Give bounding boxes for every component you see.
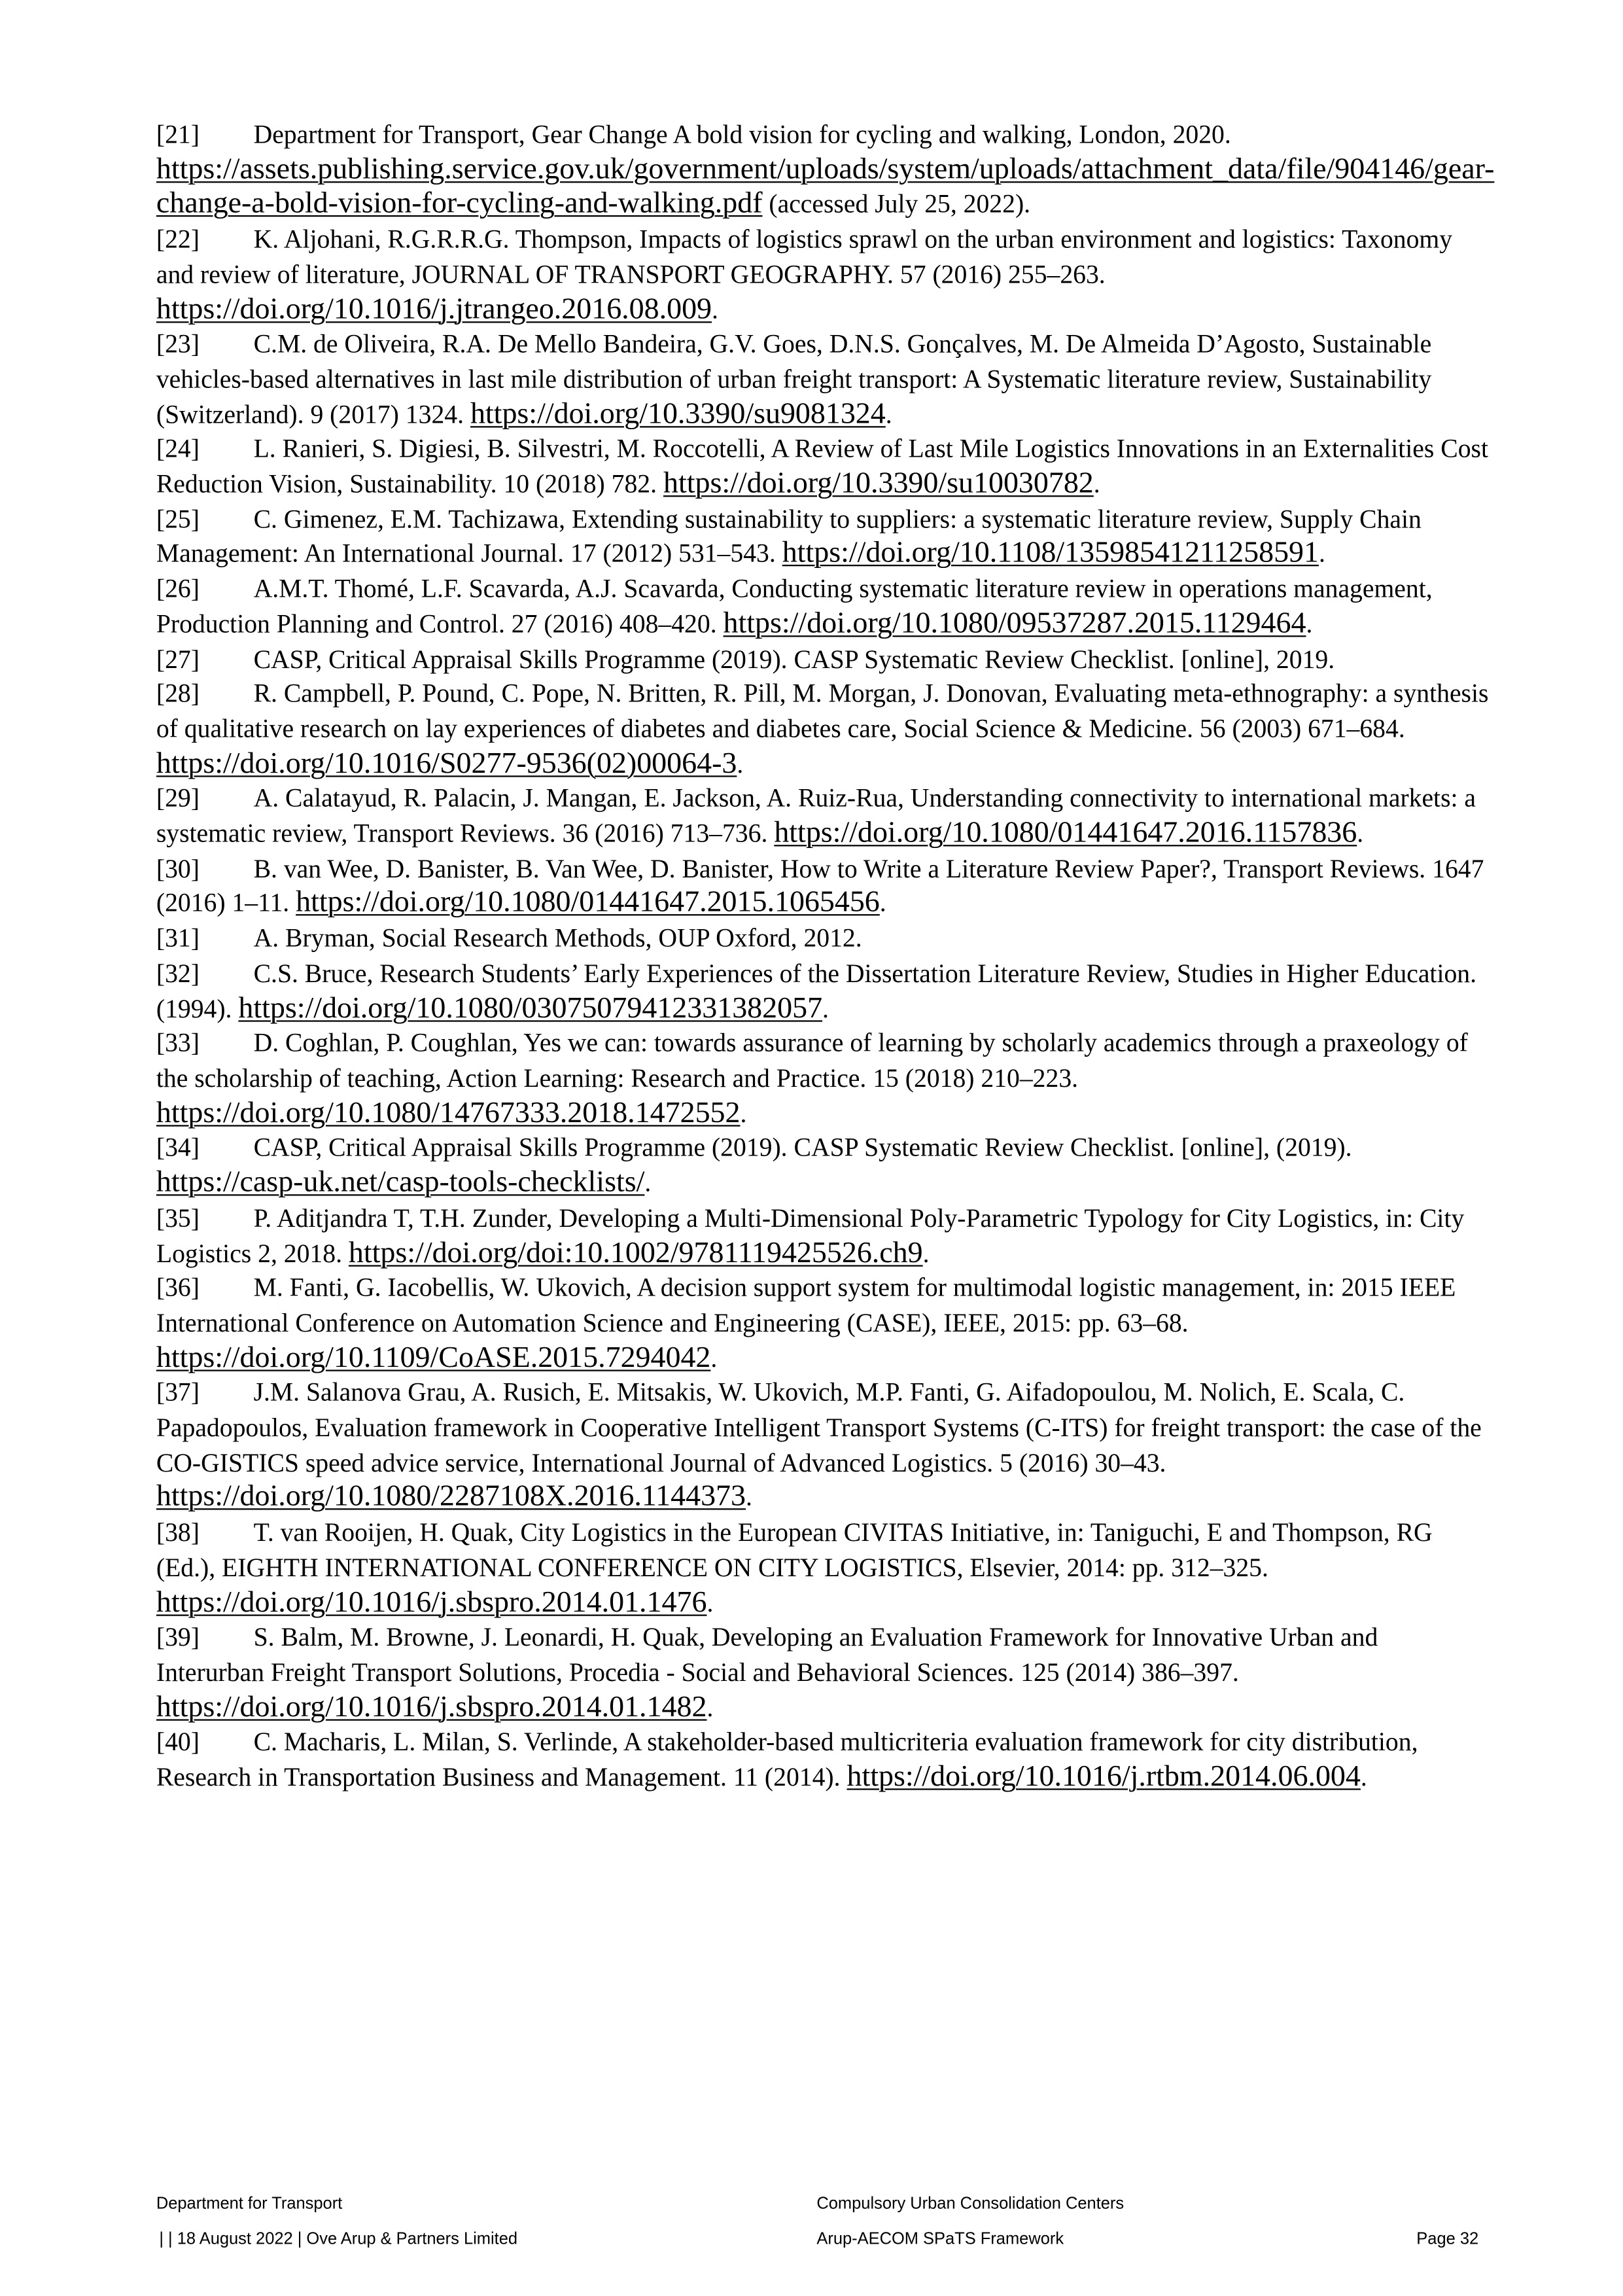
reference-entry [156, 852, 1489, 922]
reference-entry [156, 118, 1495, 222]
reference-text: A.M.T. Thomé, L.F. Scavarda, A.J. Scavarda, Conducting systematic literature review in operations management, Production Planning and Control. 27 (2016) 408–420. [156, 573, 1433, 639]
reference-number: [32] [156, 958, 200, 988]
reference-number: [24] [156, 434, 200, 464]
reference-text: CASP, Critical Appraisal Skills Programme (2019). CASP Systematic Review Checklist. [online], (2019). [253, 1133, 1352, 1163]
reference-number: [27] [156, 643, 200, 673]
reference-suffix: . [712, 294, 718, 324]
reference-number: [29] [156, 783, 200, 813]
reference-text: A. Calatayud, R. Palacin, J. Mangan, E. Jackson, A. Ruiz-Rua, Understanding connectivity to international markets: a systematic review, Transport Reviews. 36 (2016) 713–736. [156, 783, 1476, 848]
reference-entry [156, 957, 1489, 1027]
reference-number: [39] [156, 1622, 200, 1652]
reference-number: [28] [156, 679, 200, 709]
reference-suffix: . [737, 748, 744, 779]
reference-entry [156, 1027, 1489, 1131]
reference-text: J.M. Salanova Grau, A. Rusich, E. Mitsakis, W. Ukovich, M.P. Fanti, G. Aifadopoulou, M. Nolich, E. Scala, C. Papadopoulos, Evaluation framework in Cooperative Intelligent Transport Systems (C-ITS) for freight transport: the case of the CO-GISTICS speed advice service, International Journal of Advanced Logistics. 5 (2016) 30–43. [156, 1377, 1482, 1477]
reference-suffix: . [707, 1587, 714, 1617]
reference-entry [156, 677, 1489, 782]
reference-suffix: . [707, 1692, 714, 1722]
reference-entry [156, 782, 1489, 852]
reference-text: CASP, Critical Appraisal Skills Programme (2019). CASP Systematic Review Checklist. [online], 2019. [253, 643, 1335, 673]
reference-link[interactable]: https://doi.org/10.1080/03075079412331382057 [238, 991, 823, 1025]
reference-entry [156, 223, 1489, 328]
reference-number: [35] [156, 1203, 200, 1233]
reference-suffix: (accessed July 25, 2022). [762, 189, 1031, 219]
reference-suffix: . [1357, 818, 1364, 848]
reference-number: [38] [156, 1517, 200, 1547]
reference-text: P. Aditjandra T, T.H. Zunder, Developing a Multi-Dimensional Poly-Parametric Typology for City Logistics, in: City Logistics 2, 2018. [156, 1203, 1465, 1267]
reference-number: [34] [156, 1133, 200, 1163]
reference-suffix: . [1093, 468, 1100, 499]
reference-text: C. Macharis, L. Milan, S. Verlinde, A stakeholder-based multicriteria evaluation framework for city distribution, Research in Transportation Business and Management. 11 (2014). [156, 1727, 1418, 1792]
reference-suffix: . [885, 398, 892, 429]
reference-link[interactable]: https://doi.org/doi:10.1002/9781119425526.ch9 [348, 1236, 923, 1269]
reference-number: [23] [156, 329, 200, 359]
reference-text: C.S. Bruce, Research Students’ Early Experiences of the Dissertation Literature Review, Studies in Higher Education. (1994). [156, 958, 1477, 1023]
reference-entry [156, 1725, 1489, 1795]
reference-text: K. Aljohani, R.G.R.R.G. Thompson, Impacts of logistics sprawl on the urban environment and logistics: Taxonomy and review of literature, JOURNAL OF TRANSPORT GEOGRAPHY. 57 (2016) 255–263. [156, 224, 1453, 289]
reference-link[interactable]: https://doi.org/10.1016/j.rtbm.2014.06.004 [846, 1760, 1361, 1793]
footer-date-company: | | 18 August 2022 | Ove Arup & Partners Limited [159, 2231, 518, 2249]
reference-number: [21] [156, 119, 200, 149]
reference-text: T. van Rooijen, H. Quak, City Logistics in the European CIVITAS Initiative, in: Taniguchi, E and Thompson, RG (Ed.), EIGHTH INTERNATIONAL CONFERENCE ON CITY LOGISTICS, Elsevier, 2014: pp. 312–325. [156, 1517, 1433, 1582]
reference-text: R. Campbell, P. Pound, C. Pope, N. Britten, R. Pill, M. Morgan, J. Donovan, Evaluating meta-ethnography: a synthesis of qualitative research on lay experiences of diabetes and diabetes care, Social Science & Medicine. 56 (2003) 671–684. [156, 679, 1489, 743]
reference-number: [31] [156, 923, 200, 953]
reference-suffix: . [1319, 539, 1325, 569]
reference-entry [156, 1201, 1489, 1271]
reference-number: [22] [156, 224, 200, 254]
reference-link[interactable]: https://doi.org/10.1016/S0277-9536(02)00064-3 [156, 747, 737, 780]
reference-entry [156, 328, 1489, 433]
reference-link[interactable]: https://doi.org/10.1080/01441647.2016.1157836 [774, 817, 1357, 850]
reference-suffix: . [1360, 1761, 1367, 1792]
reference-number: [25] [156, 504, 200, 534]
reference-entry [156, 573, 1489, 643]
reference-entry [156, 922, 1489, 957]
footer-framework: Arup-AECOM SPaTS Framework [816, 2231, 1064, 2249]
reference-entry [156, 1621, 1489, 1725]
reference-suffix: . [746, 1482, 752, 1512]
reference-link[interactable]: https://doi.org/10.1109/CoASE.2015.7294042 [156, 1341, 711, 1374]
reference-entry [156, 1131, 1489, 1201]
reference-number: [30] [156, 853, 200, 883]
reference-suffix: . [740, 1098, 747, 1128]
reference-suffix: . [822, 993, 829, 1023]
reference-link[interactable]: https://casp-uk.net/casp-tools-checklists/ [156, 1166, 645, 1199]
reference-entry [156, 1271, 1489, 1376]
footer-organisation: Department for Transport [156, 2195, 343, 2214]
reference-text: S. Balm, M. Browne, J. Leonardi, H. Quak, Developing an Evaluation Framework for Innovative Urban and Interurban Freight Transport Solutions, Procedia - Social and Behavioral Sciences. 125 (2014) 386–397. [156, 1622, 1378, 1687]
reference-text: A. Bryman, Social Research Methods, OUP Oxford, 2012. [253, 923, 862, 953]
reference-link[interactable]: https://assets.publishing.service.gov.uk/government/uploads/system/uploads/attachment_data/file/904146/gear-change-a-bold-vision-for-cycling-and-walking.pdf [156, 152, 1495, 221]
reference-link[interactable]: https://doi.org/10.3390/su10030782 [663, 467, 1094, 500]
reference-link[interactable]: https://doi.org/10.1080/14767333.2018.1472552 [156, 1096, 741, 1129]
reference-text: Department for Transport, Gear Change A bold vision for cycling and walking, London, 2020. [253, 119, 1231, 149]
reference-suffix: . [1306, 609, 1313, 639]
reference-entry [156, 503, 1489, 573]
reference-text: C. Gimenez, E.M. Tachizawa, Extending sustainability to suppliers: a systematic literature review, Supply Chain Management: An International Journal. 17 (2012) 531–543. [156, 504, 1422, 569]
reference-suffix: . [644, 1167, 652, 1197]
reference-entry [156, 642, 1489, 677]
reference-link[interactable]: https://doi.org/10.3390/su9081324 [470, 397, 886, 431]
reference-suffix: . [710, 1342, 718, 1373]
reference-number: [33] [156, 1028, 200, 1058]
reference-entry [156, 433, 1489, 503]
reference-number: [26] [156, 573, 200, 603]
reference-text: B. van Wee, D. Banister, B. Van Wee, D. Banister, How to Write a Literature Review Paper?, Transport Reviews. 1647 (2016) 1–11. [156, 853, 1484, 918]
footer-page-number: Page 32 [1416, 2231, 1479, 2249]
reference-list [156, 118, 1495, 1795]
reference-suffix: . [922, 1237, 930, 1267]
reference-link[interactable]: https://doi.org/10.1016/j.jtrangeo.2016.08.009 [156, 292, 712, 325]
reference-text: C.M. de Oliveira, R.A. De Mello Bandeira, G.V. Goes, D.N.S. Gonçalves, M. De Almeida D’Agosto, Sustainable vehicles-based alternatives in last mile distribution of urban freight transport: A Systematic literature review, Sustainability (Switzerland). 9 (2017) 1324. [156, 329, 1432, 429]
reference-link[interactable]: https://doi.org/10.1016/j.sbspro.2014.01.1482 [156, 1690, 707, 1723]
reference-link[interactable]: https://doi.org/10.1108/13598541211258591 [782, 537, 1319, 570]
reference-entry [156, 1376, 1489, 1516]
reference-link[interactable]: https://doi.org/10.1080/09537287.2015.1129464 [723, 607, 1306, 640]
reference-entry [156, 1516, 1489, 1621]
reference-number: [40] [156, 1727, 200, 1757]
footer-document-title: Compulsory Urban Consolidation Centers [816, 2195, 1125, 2214]
reference-text: D. Coghlan, P. Coughlan, Yes we can: towards assurance of learning by scholarly academics through a praxeology of the scholarship of teaching, Action Learning: Research and Practice. 15 (2018) 210–223. [156, 1028, 1468, 1093]
reference-text: L. Ranieri, S. Digiesi, B. Silvestri, M. Roccotelli, A Review of Last Mile Logistics Innovations in an Externalities Cost Reduction Vision, Sustainability. 10 (2018) 782. [156, 434, 1488, 499]
reference-link[interactable]: https://doi.org/10.1080/2287108X.2016.1144373 [156, 1481, 746, 1513]
reference-text: M. Fanti, G. Iacobellis, W. Ukovich, A decision support system for multimodal logistic management, in: 2015 IEEE International Conference on Automation Science and Engineering (CASE), IEEE, 2015: pp. 63–68. [156, 1273, 1456, 1337]
reference-number: [37] [156, 1377, 200, 1407]
reference-suffix: . [879, 888, 886, 918]
reference-link[interactable]: https://doi.org/10.1016/j.sbspro.2014.01.1476 [156, 1585, 707, 1619]
reference-number: [36] [156, 1273, 200, 1303]
reference-link[interactable]: https://doi.org/10.1080/01441647.2015.1065456 [296, 887, 880, 919]
